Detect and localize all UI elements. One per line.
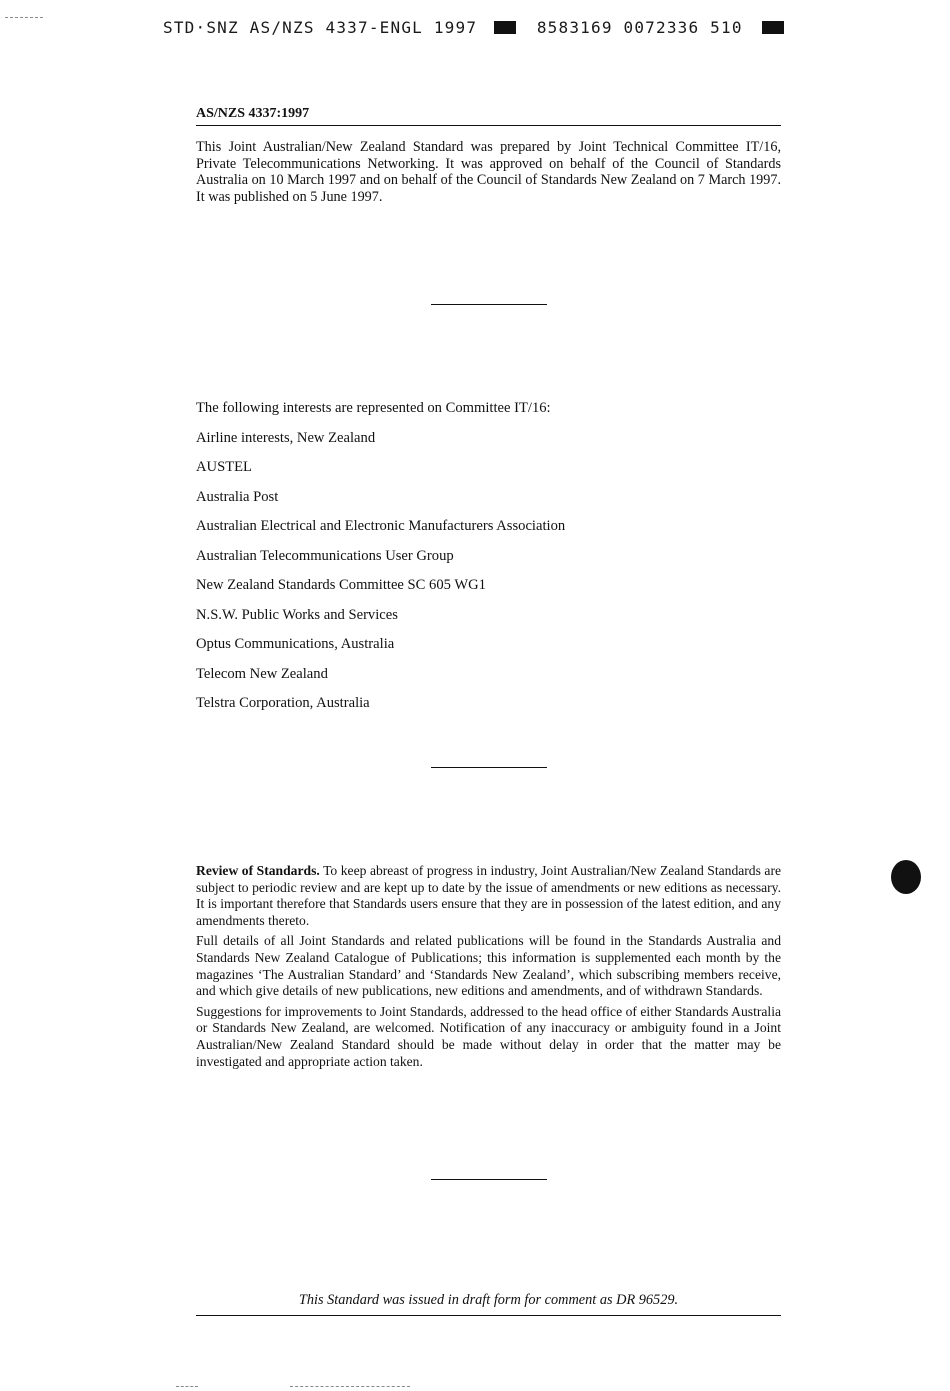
block-mark — [494, 21, 516, 34]
block-mark — [762, 21, 784, 34]
committee-section — [196, 399, 781, 724]
draft-note: This Standard was issued in draft form for comment as DR 96529. — [196, 1292, 781, 1316]
committee-member: AUSTEL — [196, 459, 252, 475]
committee-member: Airline interests, New Zealand — [196, 429, 376, 446]
review-section — [196, 863, 781, 1074]
punch-hole-mark — [891, 860, 921, 894]
scan-header-code: STD·SNZ AS/NZS 4337-ENGL 1997 — [163, 18, 478, 37]
scan-header — [163, 18, 784, 37]
intro-paragraph: This Joint Australian/New Zealand Standard was prepared by Joint Technical Committee IT/16, Private Telecommunications Networking. It was approved on behalf of the Council of Standards Australia on 10 March 1997 and on behalf of the Council of Standards New Zealand on 7 March 1997. It was published on 5 June 1997. — [196, 139, 781, 205]
committee-member: New Zealand Standards Committee SC 605 WG1 — [196, 577, 486, 593]
review-paragraph-2: Full details of all Joint Standards and related publications will be found in the Standards Australia and Standards New Zealand Catalogue of Publications; this information is supplemented each month by the magazines ‘The Australian Standard’ and ‘Standards New Zealand’, which subscribing members receive, and which give details of new publications, new editions and amendments, and of withdrawn Standards. — [196, 933, 781, 999]
committee-members-list — [196, 429, 781, 724]
review-title: Review of Standards. — [196, 863, 320, 878]
review-paragraph-3: Suggestions for improvements to Joint Standards, addressed to the head office of either Standards Australia or Standards New Zealand, are welcomed. Notification of any inaccuracy or ambiguity found in a Joint Australian/New Zealand Standard should be made without delay in order that the matter may be investigated and appropriate action taken. — [196, 1003, 781, 1069]
scan-speck — [5, 17, 43, 18]
committee-member: Australia Post — [196, 488, 279, 505]
standard-id: AS/NZS 4337:1997 — [196, 106, 781, 126]
committee-member: N.S.W. Public Works and Services — [196, 606, 398, 623]
committee-member: Telstra Corporation, Australia — [196, 695, 370, 711]
committee-member: Australian Electrical and Electronic Manufacturers Association — [196, 518, 566, 534]
scan-speck — [290, 1386, 410, 1387]
section-divider — [431, 1179, 547, 1180]
scan-speck — [176, 1386, 198, 1387]
section-divider — [431, 767, 547, 768]
committee-heading: The following interests are represented on Committee IT/16: — [196, 400, 551, 416]
committee-member: Australian Telecommunications User Group — [196, 547, 454, 564]
section-divider — [431, 304, 547, 305]
committee-member: Telecom New Zealand — [196, 665, 328, 682]
review-text-1: To keep abreast of progress in industry, Joint Australian/New Zealand Standards are subject to periodic review and are kept up to date by the issue of amendments or new editions as necessary. It is important therefore that Standards users ensure that they are in possession of the latest edition, and any amendments thereto. — [196, 863, 782, 928]
scan-header-serial: 8583169 0072336 510 — [536, 18, 743, 37]
committee-member: Optus Communications, Australia — [196, 636, 395, 652]
review-paragraph-1 — [196, 863, 781, 929]
